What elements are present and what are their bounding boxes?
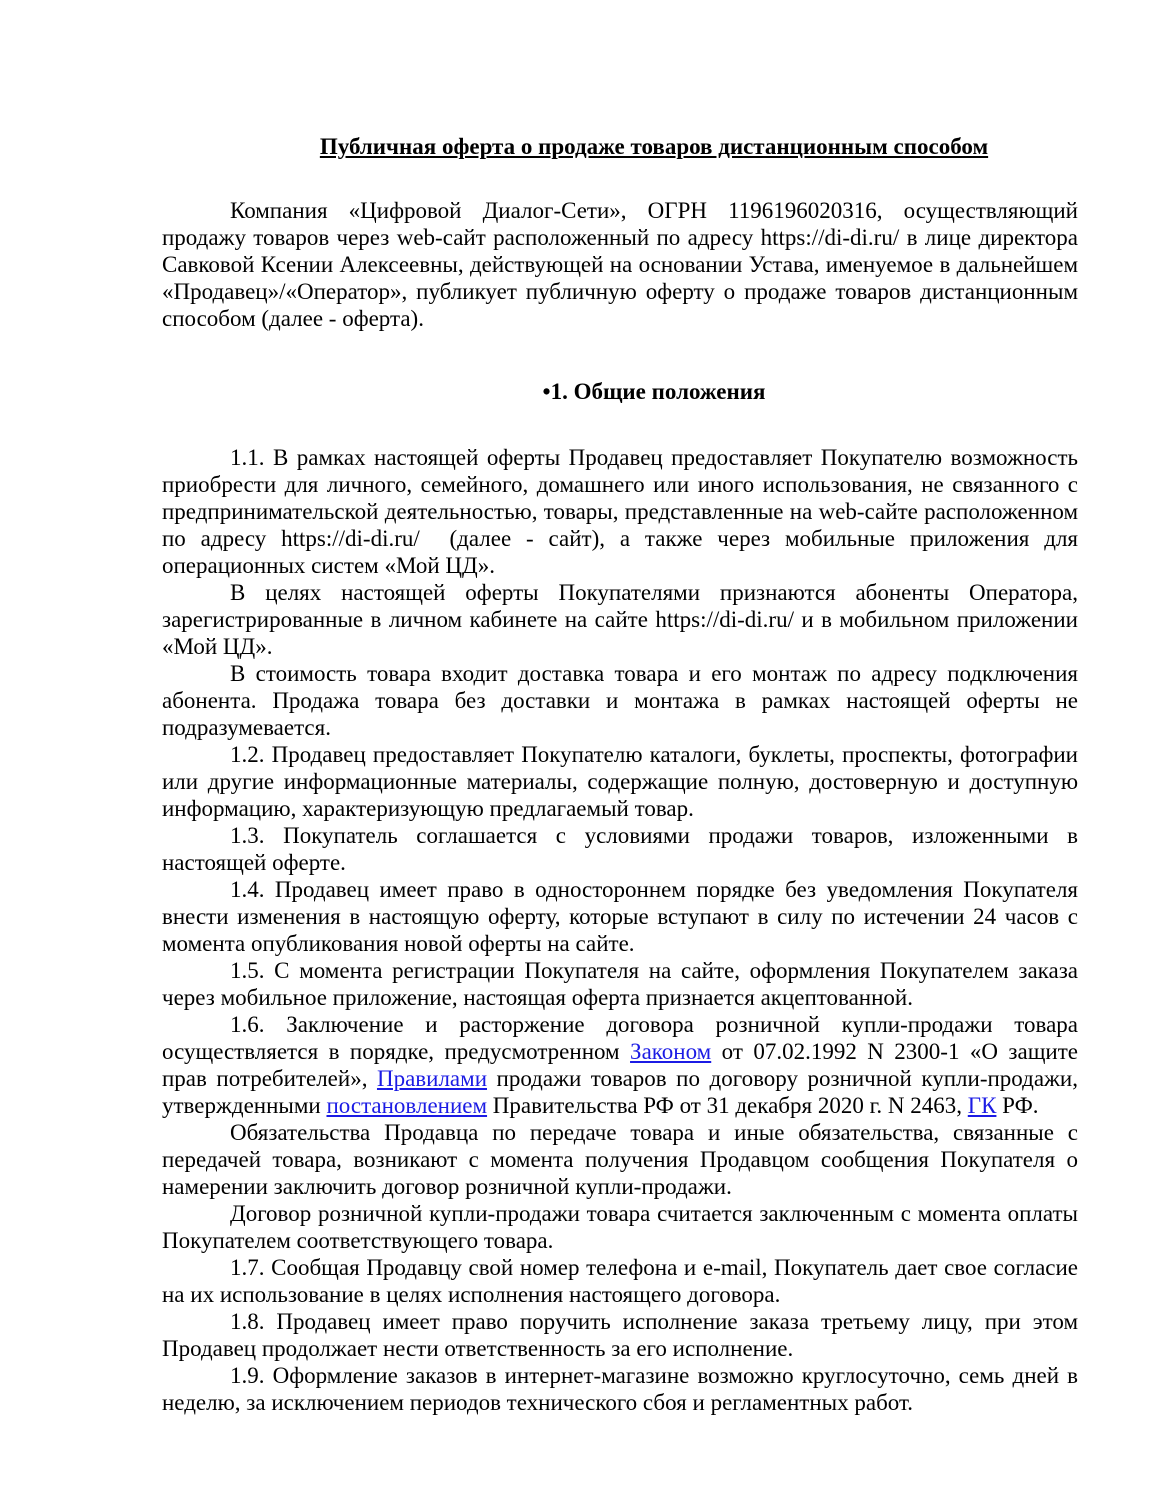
text-run: РФ. xyxy=(996,1093,1039,1118)
text-run: 1.9. Оформление заказов в интернет-магазине возможно круглосуточно, семь дней в неделю, за исключением периодов технического сбоя и регламентных работ. xyxy=(162,1363,1084,1415)
intro-paragraph: Компания «Цифровой Диалог-Сети», ОГРН 1196196020316, осуществляющий продажу товаров через web-сайт расположенный по адресу https://di-di.ru/ в лице директора Савковой Ксении Алексеевны, действующей на основании Устава, именуемое в дальнейшем «Продавец»/«Оператор», публикует публичную оферту о продаже товаров дистанционным способом (далее - оферта). xyxy=(162,198,1084,331)
text-run: 1.8. Продавец имеет право поручить исполнение заказа третьему лицу, при этом Продавец продолжает нести ответственность за его исполнение. xyxy=(162,1309,1084,1361)
text-run: 1.1. В рамках настоящей оферты Продавец предоставляет Покупателю возможность приобрести для личного, семейного, домашнего или иного использования, не связанного с предпринимательской деятельностью, товары, представленные на web-сайте расположенном по адресу https://di-di.ru/ (далее - сайт), а также через мобильные приложения для операционных систем «Мой ЦД». xyxy=(162,445,1084,578)
rules-link[interactable]: Правилами xyxy=(376,1066,488,1091)
paragraph xyxy=(162,1011,1084,1119)
paragraph xyxy=(162,1200,1084,1254)
text-run: 1.2. Продавец предоставляет Покупателю каталоги, буклеты, проспекты, фотографии или другие информационные материалы, содержащие полную, достоверную и доступную информацию, характеризующую предлагаемый товар. xyxy=(162,742,1084,821)
text-run: Правительства РФ от 31 декабря 2020 г. N 2463, xyxy=(487,1093,968,1118)
text-run: продажи товаров по договору розничной купли-продажи, утвержденными xyxy=(162,1066,1084,1118)
paragraph xyxy=(162,822,1084,876)
section-heading: •1. Общие положения xyxy=(542,379,766,404)
document-title: Публичная оферта о продаже товаров дистанционным способом xyxy=(319,134,989,159)
decree-link[interactable]: постановлением xyxy=(326,1093,488,1118)
text-run: Договор розничной купли-продажи товара считается заключенным с момента оплаты Покупателем соответствующего товара. xyxy=(162,1201,1084,1253)
text-run: В целях настоящей оферты Покупателями признаются абоненты Оператора, зарегистрированные в личном кабинете на сайте https://di-di.ru/ и в мобильном приложении «Мой ЦД». xyxy=(162,580,1084,659)
text-run: 1.4. Продавец имеет право в одностороннем порядке без уведомления Покупателя внести изменения в настоящую оферту, которые вступают в силу по истечении 24 часов с момента опубликования новой оферты на сайте. xyxy=(162,877,1084,956)
civil-code-link[interactable]: ГК xyxy=(967,1093,997,1118)
paragraph xyxy=(162,579,1084,660)
paragraph xyxy=(162,1119,1084,1200)
text-run: 1.3. Покупатель соглашается с условиями продажи товаров, изложенными в настоящей оферте. xyxy=(162,823,1084,875)
paragraph xyxy=(162,1254,1084,1308)
paragraph xyxy=(162,957,1084,1011)
text-run: от 07.02.1992 N 2300-1 «О защите прав потребителей», xyxy=(162,1039,1084,1091)
text-run: В стоимость товара входит доставка товара и его монтаж по адресу подключения абонента. Продажа товара без доставки и монтажа в рамках настоящей оферты не подразумевается. xyxy=(162,661,1084,740)
law-link[interactable]: Законом xyxy=(630,1039,712,1064)
text-run: 1.5. С момента регистрации Покупателя на сайте, оформления Покупателем заказа через мобильное приложение, настоящая оферта признается акцептованной. xyxy=(162,958,1084,1010)
paragraph xyxy=(162,1362,1084,1416)
paragraph xyxy=(162,444,1084,579)
paragraph xyxy=(162,1308,1084,1362)
text-run: 1.7. Сообщая Продавцу свой номер телефона и e-mail, Покупатель дает свое согласие на их использование в целях исполнения настоящего договора. xyxy=(162,1255,1084,1307)
paragraph xyxy=(162,660,1084,741)
paragraph xyxy=(162,741,1084,822)
text-run: Обязательства Продавца по передаче товара и иные обязательства, связанные с передачей товара, возникают с момента получения Продавцом сообщения Покупателя о намерении заключить договор розничной купли-продажи. xyxy=(162,1120,1084,1199)
text-run: 1.6. Заключение и расторжение договора розничной купли-продажи товара осуществляется в порядке, предусмотренном xyxy=(162,1012,1084,1064)
section-body xyxy=(162,444,1084,1416)
paragraph xyxy=(162,876,1084,957)
